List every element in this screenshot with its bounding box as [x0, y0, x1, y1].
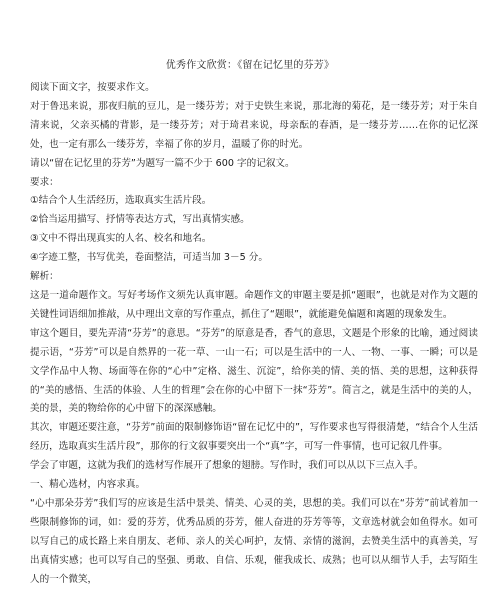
paragraph: 其次，审题还要注意，“芬芳”前面的限制修饰语“留在记忆中的”，写作要求也写得很清楚，“结合个人生活经历，选取真实生活片段”，那你的行文叙事要突出一个“真”字，可写一件事情，也可记叙几件事。	[30, 422, 478, 453]
paragraph: 学会了审题，这就为我们的选材写作展开了想象的翅膀。写作时，我们可以从以下三点入手。	[30, 460, 424, 472]
requirement-item: ②恰当运用描写、抒情等表达方式，写出真情实感。	[30, 214, 250, 226]
paragraph: 要求：	[30, 176, 59, 188]
paragraph: 解析：	[30, 271, 59, 283]
document-body	[30, 79, 478, 589]
requirement-item: ③文中不得出现真实的人名、校名和地名。	[30, 233, 212, 245]
paragraph: 请以“留在记忆里的芬芳”为题写一篇不少于 600 字的记叙文。	[30, 157, 295, 169]
requirement-item: ①结合个人生活经历，选取真实生活片段。	[30, 195, 212, 207]
section-heading: 一、精心选材，内容求真。	[30, 479, 146, 491]
requirement-item: ④字迹工整，书写优美，卷面整洁，可适当加 3－5 分。	[30, 252, 268, 264]
paragraph: 对于鲁迅来说，那夜归航的豆儿，是一缕芬芳；对于史铁生来说，那北海的菊花，是一缕芬芳；对于朱自清来说，父亲买橘的背影，是一缕芬芳；对于琦君来说，母亲酝的春酒，是一缕芬芳……在你的记忆深处，也一定有那么一缕芬芳，幸福了你的岁月，温暖了你的时光。	[30, 100, 478, 150]
paragraph: 这是一道命题作文。写好考场作文须先认真审题。命题作文的审题主要是抓“题眼”，也就是对作为文题的关键性词语细加推敲，从中理出文章的写作重点，抓住了“题眼”，就能避免偏题和离题的现象发生。	[30, 289, 478, 320]
paragraph: 阅读下面文字，按要求作文。	[30, 82, 155, 93]
paragraph: “心中那朵芬芳”我们写的应该是生活中景美、情美、心灵的美，思想的美。我们可以在“芬芳”前试着加一些限制修饰的词，如：爱的芬芳，优秀品质的芬芳，催人奋进的芬芳等等，文章选材就会如鱼得水。如可以写自己的成长路上来自朋友、老师、亲人的关心呵护，友情、亲情的滋润，去赞美生活中的真善美，写出真情实感；也可以写自己的坚强、勇敢、自信、乐观，催我成长、成熟；也可以从细节人手，去写陌生人的一个微笑，	[30, 497, 478, 585]
paragraph: 审这个题目，要先弄清“芬芳”的意思。“芬芳”的原意是香，香气的意思，文题是个形象的比喻，通过阅读提示语，“芬芳”可以是自然界的一花一草、一山一石；可以是生活中的一人、一物、一事、一瞬；可以是文学作品中人物、场面等在你的“心中”定格、滋生、沉淀”，给你美的情、美的悟、美的思想，这种获得的“美的感悟、生活的体验、人生的哲理”会在你的心中留下一抹“芬芳”。简言之，就是生活中的美的人，美的景，美的物给你的心中留下的深深感触。	[30, 327, 478, 415]
document-title: 优秀作文欣赏：《留在记忆里的芬芳》	[165, 60, 335, 71]
